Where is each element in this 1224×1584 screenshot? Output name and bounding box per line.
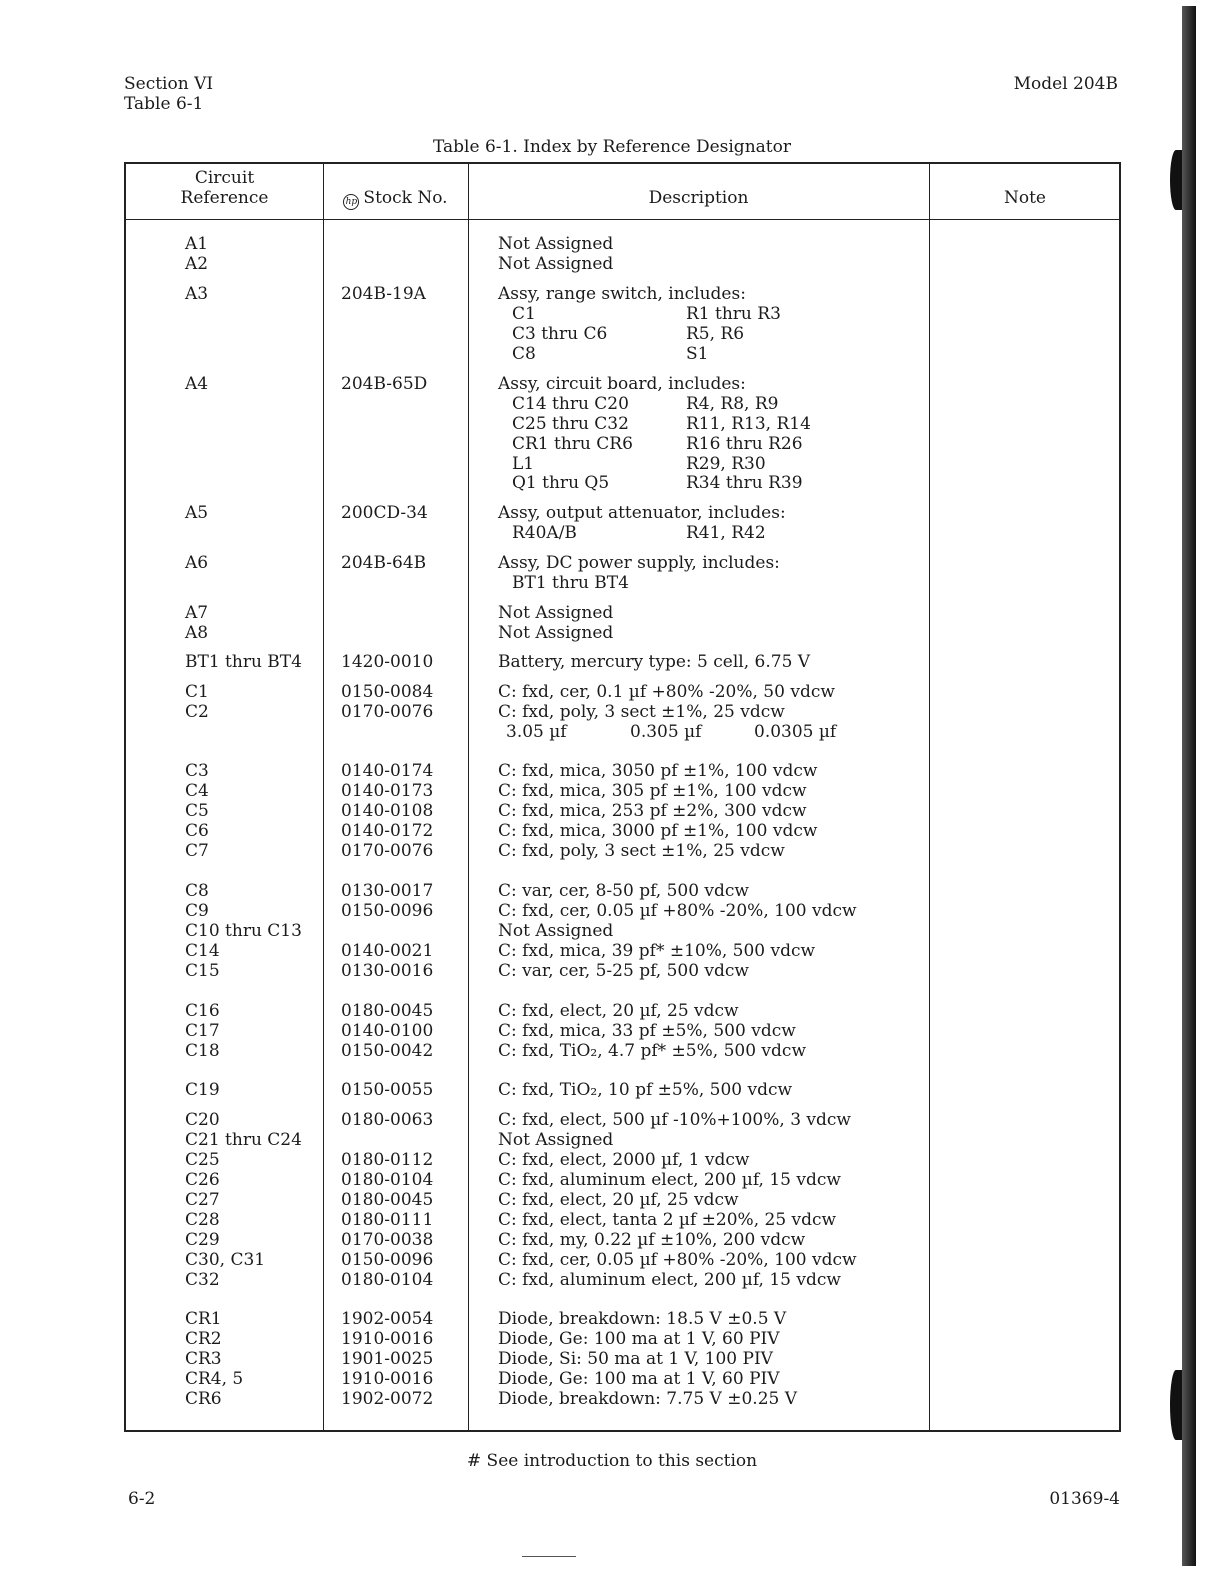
description-text: C: fxd, my, 0.22 µf ±10%, 200 vdcw <box>498 1230 806 1250</box>
description <box>498 782 807 802</box>
description-text: Not Assigned <box>498 603 614 623</box>
included-component: R1 thru R3 <box>686 303 781 324</box>
description <box>498 255 613 275</box>
included-component: C14 thru C20 <box>512 393 629 414</box>
description <box>498 624 613 644</box>
stock-number: 0170-0076 <box>341 702 434 722</box>
stock-number: 0180-0063 <box>341 1110 434 1130</box>
stock-number: 1901-0025 <box>341 1349 434 1369</box>
description-text: Not Assigned <box>498 921 614 941</box>
footnote: # See introduction to this section <box>466 1451 758 1471</box>
circuit-reference: C14 <box>185 941 220 961</box>
description-text: C: fxd, elect, 2000 µf, 1 vdcw <box>498 1150 750 1170</box>
includes-line <box>498 303 781 325</box>
binder-hole-shadow <box>1170 1370 1182 1440</box>
stock-number: 0170-0076 <box>341 841 434 861</box>
description-text: C: fxd, elect, 500 µf -10%+100%, 3 vdcw <box>498 1110 851 1130</box>
includes-line <box>498 574 780 594</box>
stock-number: 0140-0108 <box>341 801 434 821</box>
description <box>498 235 613 255</box>
description-text: C: fxd, elect, 20 µf, 25 vdcw <box>498 1001 739 1021</box>
stock-number: 0180-0045 <box>341 1001 434 1021</box>
description <box>498 1171 841 1191</box>
stock-number: 0140-0172 <box>341 821 434 841</box>
stock-number: 0150-0096 <box>341 901 434 921</box>
circuit-reference: C1 <box>185 682 209 702</box>
circuit-reference: A6 <box>185 553 209 573</box>
scan-mark <box>522 1556 576 1557</box>
circuit-reference: CR1 <box>185 1309 222 1329</box>
included-component: L1 <box>512 453 535 474</box>
description-text: C: fxd, elect, tanta 2 µf ±20%, 25 vdcw <box>498 1210 837 1230</box>
description <box>498 902 857 922</box>
description-text: Diode, Si: 50 ma at 1 V, 100 PIV <box>498 1349 773 1369</box>
circuit-reference: CR3 <box>185 1349 222 1369</box>
description-text: C: fxd, cer, 0.05 µf +80% -20%, 100 vdcw <box>498 901 857 921</box>
circuit-reference: C9 <box>185 901 209 921</box>
description <box>498 882 749 902</box>
stock-number: 1420-0010 <box>341 652 434 672</box>
description <box>498 1370 780 1390</box>
circuit-reference: C18 <box>185 1041 220 1061</box>
description <box>498 802 807 822</box>
included-component: BT1 thru BT4 <box>512 572 629 593</box>
column-header-description: Description <box>648 188 749 208</box>
includes-line <box>498 473 803 494</box>
description <box>498 374 811 494</box>
description-text: C: fxd, mica, 39 pf* ±10%, 500 vdcw <box>498 941 816 961</box>
included-component: C25 thru C32 <box>512 413 629 434</box>
description-text: Not Assigned <box>498 234 614 254</box>
description <box>498 1022 796 1042</box>
description-text: C: fxd, elect, 20 µf, 25 vdcw <box>498 1190 739 1210</box>
circuit-reference: C2 <box>185 702 209 722</box>
column-header-reference-line2: Reference <box>180 188 269 208</box>
included-component: C3 thru C6 <box>512 323 608 344</box>
circuit-reference: C19 <box>185 1080 220 1100</box>
included-component: R41, R42 <box>686 522 766 543</box>
circuit-reference: A2 <box>185 254 209 274</box>
circuit-reference: C5 <box>185 801 209 821</box>
description-text: Assy, range switch, includes: <box>498 284 746 304</box>
description <box>498 604 613 624</box>
includes-line <box>498 345 746 365</box>
included-component: C1 <box>512 303 536 324</box>
stock-number: 204B-19A <box>341 284 426 304</box>
section-value: 0.0305 µf <box>754 721 837 742</box>
description-text: C: fxd, poly, 3 sect ±1%, 25 vdcw <box>498 702 785 722</box>
includes-line <box>498 413 811 435</box>
description <box>498 922 613 942</box>
circuit-reference: C25 <box>185 1150 220 1170</box>
stock-number: 0150-0084 <box>341 682 434 702</box>
stock-number: 0180-0111 <box>341 1210 434 1230</box>
circuit-reference: C32 <box>185 1270 220 1290</box>
description <box>498 822 817 842</box>
header-divider <box>126 219 1119 220</box>
table-reference: Table 6-1 <box>124 94 204 114</box>
includes-line <box>498 453 766 475</box>
circuit-reference: A5 <box>185 503 209 523</box>
description-text: Diode, breakdown: 7.75 V ±0.25 V <box>498 1389 798 1409</box>
description-text: C: fxd, cer, 0.1 µf +80% -20%, 50 vdcw <box>498 682 835 702</box>
included-component: R11, R13, R14 <box>686 413 811 434</box>
description-text: Diode, Ge: 100 ma at 1 V, 60 PIV <box>498 1329 780 1349</box>
circuit-reference: C8 <box>185 881 209 901</box>
section-value: 3.05 µf <box>506 721 567 742</box>
description-text: C: fxd, TiO₂, 10 pf ±5%, 500 vdcw <box>498 1080 793 1100</box>
circuit-reference: A4 <box>185 374 209 394</box>
stock-number: 200CD-34 <box>341 503 428 523</box>
description <box>498 1042 806 1062</box>
description-text: C: fxd, mica, 305 pf ±1%, 100 vdcw <box>498 781 807 801</box>
description <box>498 1131 613 1151</box>
stock-number: 1910-0016 <box>341 1329 434 1349</box>
circuit-reference: CR2 <box>185 1329 222 1349</box>
circuit-reference: A1 <box>185 234 209 254</box>
table-title: Table 6-1. Index by Reference Designator <box>433 137 791 157</box>
stock-number: 204B-65D <box>341 374 428 394</box>
description-text: Diode, Ge: 100 ma at 1 V, 60 PIV <box>498 1369 780 1389</box>
column-header-reference <box>126 168 323 208</box>
circuit-reference: CR6 <box>185 1389 222 1409</box>
description-text: Assy, output attenuator, includes: <box>498 503 786 523</box>
circuit-reference: C21 thru C24 <box>185 1130 302 1150</box>
model-label: Model 204B <box>1013 74 1118 94</box>
section-value: 0.305 µf <box>630 721 702 742</box>
includes-line <box>498 325 746 345</box>
stock-number: 0150-0055 <box>341 1080 434 1100</box>
description <box>498 1330 780 1350</box>
description <box>498 1350 773 1370</box>
circuit-reference: C28 <box>185 1210 220 1230</box>
scan-edge-shadow <box>1182 6 1196 1566</box>
description <box>498 762 817 782</box>
header-left <box>124 74 213 114</box>
description-text: C: fxd, aluminum elect, 200 µf, 15 vdcw <box>498 1170 841 1190</box>
description <box>498 842 785 862</box>
description <box>498 1002 739 1022</box>
description <box>498 1271 841 1291</box>
column-header-reference-line1: Circuit <box>194 168 255 188</box>
description-text: C: fxd, mica, 3000 pf ±1%, 100 vdcw <box>498 821 818 841</box>
circuit-reference: C29 <box>185 1230 220 1250</box>
description <box>498 1081 792 1101</box>
description-text: Battery, mercury type: 5 cell, 6.75 V <box>498 652 811 672</box>
circuit-reference: C30, C31 <box>185 1250 266 1270</box>
circuit-reference: CR4, 5 <box>185 1369 244 1389</box>
included-component: C8 <box>512 343 536 364</box>
circuit-reference: C4 <box>185 781 209 801</box>
page-number: 6-2 <box>128 1489 156 1509</box>
stock-number: 0150-0096 <box>341 1250 434 1270</box>
description-text: Assy, circuit board, includes: <box>498 374 746 394</box>
stock-number: 0130-0016 <box>341 961 434 981</box>
includes-line <box>498 524 786 544</box>
description-text: C: fxd, mica, 253 pf ±2%, 300 vdcw <box>498 801 807 821</box>
stock-number: 0130-0017 <box>341 881 434 901</box>
description <box>498 962 749 982</box>
circuit-reference: C6 <box>185 821 209 841</box>
included-component: CR1 thru CR6 <box>512 433 633 454</box>
column-header-stock <box>323 188 468 210</box>
circuit-reference: C16 <box>185 1001 220 1021</box>
description-text: C: fxd, TiO₂, 4.7 pf* ±5%, 500 vdcw <box>498 1041 806 1061</box>
description-text: Not Assigned <box>498 623 614 643</box>
description-text: Diode, breakdown: 18.5 V ±0.5 V <box>498 1309 787 1329</box>
description <box>498 702 837 743</box>
description-text: C: fxd, cer, 0.05 µf +80% -20%, 100 vdcw <box>498 1250 857 1270</box>
description <box>498 554 780 594</box>
included-component: R4, R8, R9 <box>686 393 779 414</box>
stock-number: 1910-0016 <box>341 1369 434 1389</box>
description-text: Not Assigned <box>498 254 614 274</box>
included-component: R34 thru R39 <box>686 473 803 494</box>
included-component: R29, R30 <box>686 453 766 474</box>
section-label: Section VI <box>124 74 214 94</box>
description <box>498 683 835 703</box>
description <box>498 1151 749 1171</box>
description-text: C: fxd, mica, 33 pf ±5%, 500 vdcw <box>498 1021 796 1041</box>
circuit-reference: C7 <box>185 841 209 861</box>
circuit-reference: C17 <box>185 1021 220 1041</box>
circuit-reference: A3 <box>185 284 209 304</box>
column-header-note: Note <box>1003 188 1046 208</box>
included-component: R5, R6 <box>686 323 745 344</box>
stock-number: 0140-0021 <box>341 941 434 961</box>
stock-number: 1902-0054 <box>341 1309 434 1329</box>
includes-line <box>498 433 803 455</box>
document-number: 01369-4 <box>1049 1489 1120 1509</box>
description <box>498 1211 836 1231</box>
stock-number: 0180-0045 <box>341 1190 434 1210</box>
stock-number: 0180-0104 <box>341 1170 434 1190</box>
column-header-stock-label: Stock No. <box>363 188 448 208</box>
stock-number: 1902-0072 <box>341 1389 434 1409</box>
circuit-reference: C3 <box>185 761 209 781</box>
included-component: Q1 thru Q5 <box>512 473 610 494</box>
description-text: C: fxd, mica, 3050 pf ±1%, 100 vdcw <box>498 761 818 781</box>
description <box>498 1251 857 1271</box>
column-divider <box>929 164 930 1430</box>
circuit-reference: A7 <box>185 603 209 623</box>
binder-hole-shadow <box>1170 150 1182 210</box>
column-divider <box>468 164 469 1430</box>
stock-number: 0180-0104 <box>341 1270 434 1290</box>
circuit-reference: A8 <box>185 623 209 643</box>
description-text: Assy, DC power supply, includes: <box>498 553 780 573</box>
section-values <box>498 721 837 743</box>
stock-number: 0140-0174 <box>341 761 434 781</box>
description <box>498 653 810 673</box>
included-component: R16 thru R26 <box>686 433 803 454</box>
included-component: S1 <box>686 343 709 364</box>
stock-number: 0140-0100 <box>341 1021 434 1041</box>
includes-line <box>498 393 779 415</box>
circuit-reference: C15 <box>185 961 220 981</box>
description <box>498 1390 797 1410</box>
stock-number: 0150-0042 <box>341 1041 434 1061</box>
description <box>498 1231 805 1251</box>
description-text: C: fxd, aluminum elect, 200 µf, 15 vdcw <box>498 1270 841 1290</box>
description <box>498 284 781 365</box>
description <box>498 504 786 544</box>
circuit-reference: BT1 thru BT4 <box>185 652 302 672</box>
description <box>498 1191 739 1211</box>
description <box>498 1111 851 1131</box>
description-text: Not Assigned <box>498 1130 614 1150</box>
column-divider <box>323 164 324 1430</box>
description-text: C: var, cer, 5-25 pf, 500 vdcw <box>498 961 749 981</box>
stock-number: 204B-64B <box>341 553 427 573</box>
description-text: C: var, cer, 8-50 pf, 500 vdcw <box>498 881 749 901</box>
hp-logo-icon: hp <box>343 194 359 210</box>
description <box>498 942 815 962</box>
circuit-reference: C20 <box>185 1110 220 1130</box>
stock-number: 0180-0112 <box>341 1150 434 1170</box>
circuit-reference: C27 <box>185 1190 220 1210</box>
description <box>498 1310 786 1330</box>
circuit-reference: C26 <box>185 1170 220 1190</box>
circuit-reference: C10 thru C13 <box>185 921 302 941</box>
stock-number: 0170-0038 <box>341 1230 434 1250</box>
included-component: R40A/B <box>512 522 577 543</box>
stock-number: 0140-0173 <box>341 781 434 801</box>
description-text: C: fxd, poly, 3 sect ±1%, 25 vdcw <box>498 841 785 861</box>
